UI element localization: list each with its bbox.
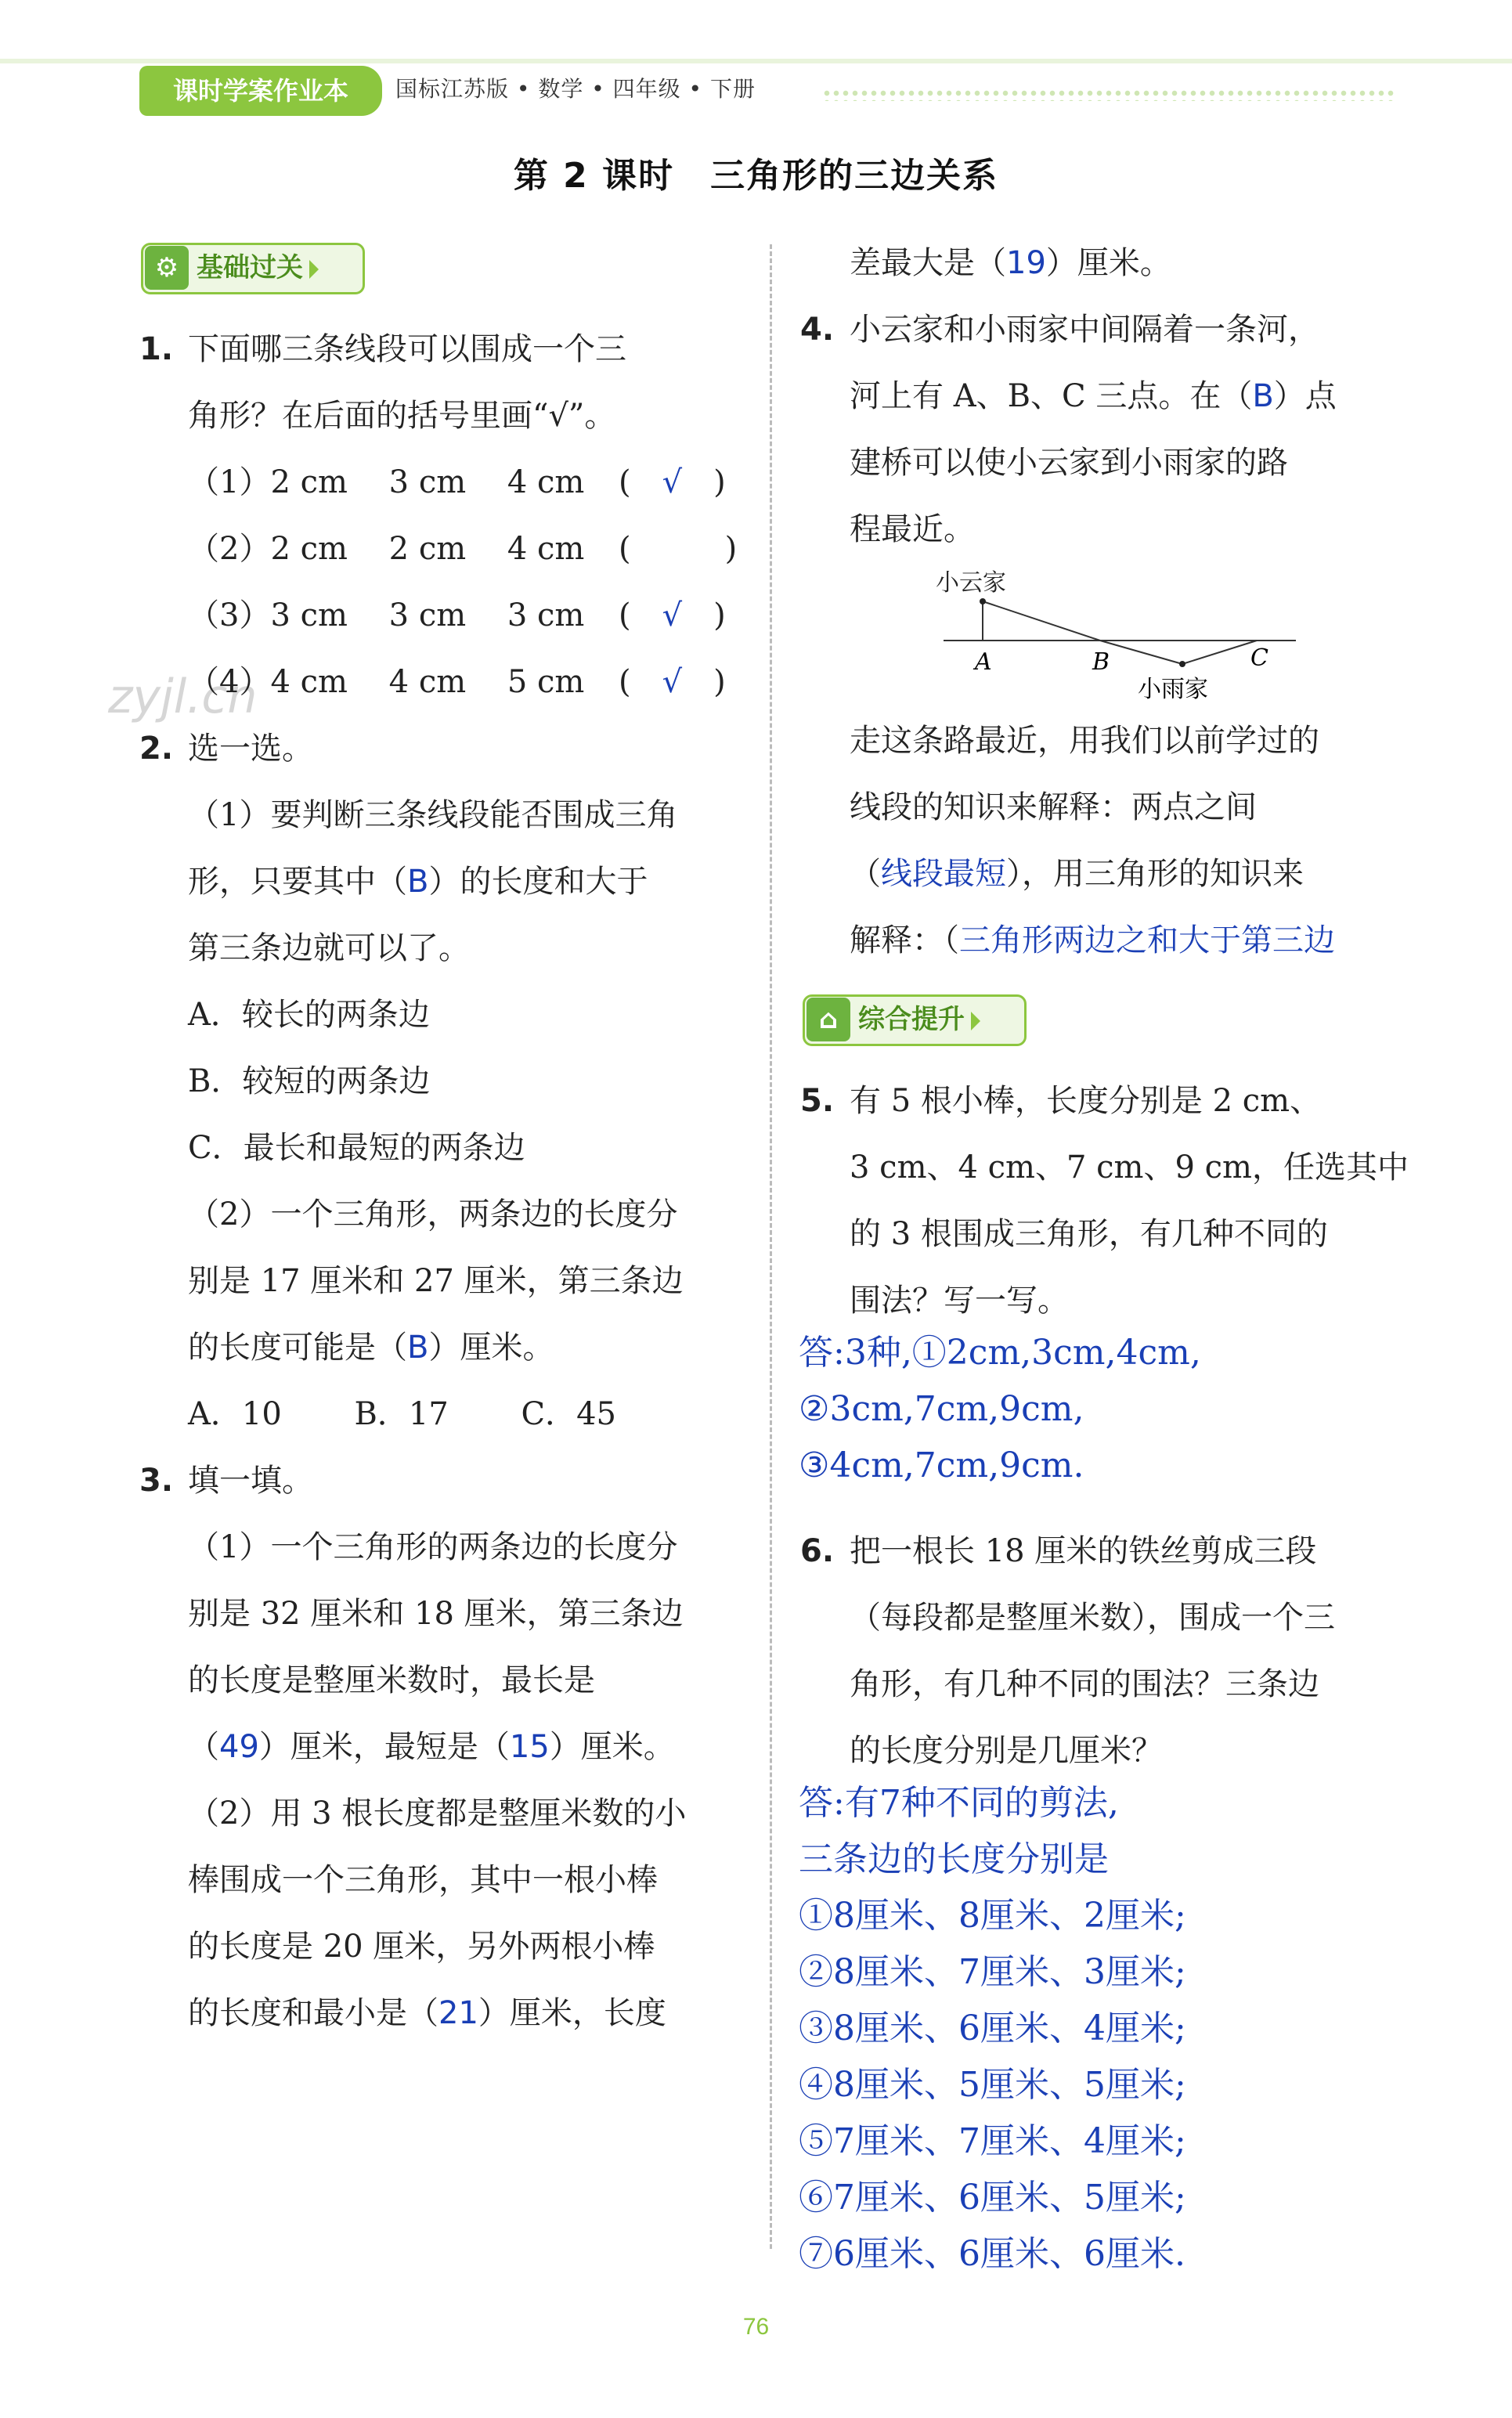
answer-bracket: ( √ ) bbox=[619, 664, 726, 700]
question-text: 河上有 A、B、C 三点。在（B）点 bbox=[850, 378, 1337, 414]
river-diagram bbox=[936, 564, 1312, 705]
handwritten-answer: ⑥7厘米、6厘米、5厘米; bbox=[799, 2178, 1186, 2218]
handwritten-answer: ③4cm,7cm,9cm. bbox=[799, 1445, 1084, 1485]
question-number: 5. bbox=[800, 1083, 835, 1119]
answer-value: 19 bbox=[1006, 245, 1046, 281]
home-b-label: 小雨家 bbox=[1138, 676, 1208, 703]
home-a-label: 小云家 bbox=[936, 569, 1006, 597]
section-badge-basic bbox=[141, 243, 365, 294]
watermark: zyjl.cn bbox=[108, 669, 258, 724]
book-subtitle: 国标江苏版 • 数学 • 四年级 • 下册 bbox=[395, 76, 756, 102]
question-number: 4. bbox=[800, 312, 835, 348]
section-label: 基础过关 bbox=[197, 252, 303, 283]
question-text: 的 3 根围成三角形，有几种不同的 bbox=[850, 1216, 1328, 1252]
question-text: 小云家和小雨家中间隔着一条河， bbox=[850, 312, 1319, 348]
handwritten-answer: ②8厘米、7厘米、3厘米; bbox=[799, 1952, 1186, 1992]
option-row: （2）2 cm 2 cm 4 cm bbox=[188, 531, 585, 567]
gear-icon: ⚙ bbox=[145, 246, 189, 290]
question-text: 的长度分别是几厘米？ bbox=[850, 1733, 1163, 1769]
question-text: （线段最短），用三角形的知识来 bbox=[850, 856, 1304, 892]
arrow-icon bbox=[309, 260, 319, 279]
choice-b: B．较短的两条边 bbox=[188, 1063, 431, 1099]
column-divider bbox=[770, 244, 772, 2249]
answer-bracket: ( ) bbox=[619, 531, 738, 567]
point-b-label: B bbox=[1092, 648, 1110, 676]
answer-value: 15 bbox=[509, 1729, 550, 1765]
handwritten-answer: 答:有7种不同的剪法, bbox=[799, 1783, 1119, 1823]
page-number: 76 bbox=[742, 2314, 770, 2340]
handwritten-answer: ⑦6厘米、6厘米、6厘米. bbox=[799, 2234, 1185, 2274]
question-text: 的长度是整厘米数时，最长是 bbox=[188, 1662, 595, 1698]
answer-value: 线段最短 bbox=[881, 856, 1006, 892]
option-row: （3）3 cm 3 cm 3 cm bbox=[188, 597, 585, 633]
question-text: 解释：（三角形两边之和大于第三边 bbox=[850, 922, 1335, 958]
question-text: （49）厘米，最短是（15）厘米。 bbox=[188, 1729, 675, 1765]
answer-value: B bbox=[407, 1330, 429, 1366]
handwritten-answer: ④8厘米、5厘米、5厘米; bbox=[799, 2065, 1186, 2105]
question-text: 把一根长 18 厘米的铁丝剪成三段 bbox=[850, 1533, 1317, 1569]
question-text: （每段都是整厘米数），围成一个三 bbox=[850, 1600, 1335, 1636]
section-label: 综合提升 bbox=[858, 1004, 965, 1035]
question-text: （2）用 3 根长度都是整厘米数的小 bbox=[188, 1795, 687, 1832]
house-icon: ⌂ bbox=[807, 998, 850, 1041]
answer-bracket: ( √ ) bbox=[619, 464, 726, 500]
path-to-b bbox=[983, 601, 1100, 641]
point-a-label: A bbox=[975, 648, 992, 676]
arrow-icon bbox=[971, 1012, 980, 1030]
choice-row: A．10 B．17 C．45 bbox=[188, 1396, 617, 1432]
home-a-point bbox=[980, 598, 986, 604]
page-title: 第 2 课时 三角形的三边关系 bbox=[513, 156, 999, 196]
header-dot-pattern bbox=[822, 88, 1394, 101]
question-text: 角形？在后面的括号里画“√”。 bbox=[188, 398, 616, 434]
option-row: （1）2 cm 3 cm 4 cm bbox=[188, 464, 585, 500]
answer-value: 49 bbox=[219, 1729, 259, 1765]
question-text: 围法？写一写。 bbox=[850, 1283, 1069, 1319]
handwritten-answer: ②3cm,7cm,9cm, bbox=[799, 1389, 1084, 1429]
question-text: 别是 32 厘米和 18 厘米，第三条边 bbox=[188, 1596, 684, 1632]
question-text: 棒围成一个三角形，其中一根小棒 bbox=[188, 1862, 658, 1898]
header-band bbox=[0, 59, 1512, 63]
answer-value: 三角形两边之和大于第三边 bbox=[959, 922, 1335, 958]
question-text: 的长度是 20 厘米，另外两根小棒 bbox=[188, 1929, 655, 1965]
question-text: （1）一个三角形的两条边的长度分 bbox=[188, 1529, 678, 1565]
choice-a: A．较长的两条边 bbox=[188, 997, 430, 1033]
handwritten-answer: ③8厘米、6厘米、4厘米; bbox=[799, 2008, 1186, 2048]
question-number: 3. bbox=[139, 1463, 174, 1499]
question-text: 角形，有几种不同的围法？三条边 bbox=[850, 1666, 1319, 1702]
question-text: 填一填。 bbox=[188, 1463, 313, 1499]
question-number: 6. bbox=[800, 1533, 835, 1569]
answer-value: B bbox=[1252, 378, 1274, 414]
handwritten-answer: ⑤7厘米、7厘米、4厘米; bbox=[799, 2121, 1186, 2161]
path-to-home-b bbox=[1100, 641, 1182, 664]
section-badge-comprehensive bbox=[803, 994, 1027, 1046]
question-text: 程最近。 bbox=[850, 511, 975, 547]
series-tag: 课时学案作业本 bbox=[139, 66, 382, 116]
question-text: 形，只要其中（B）的长度和大于 bbox=[188, 864, 648, 900]
handwritten-answer: 答:3种,①2cm,3cm,4cm, bbox=[799, 1333, 1201, 1373]
question-text: 3 cm、4 cm、7 cm、9 cm，任选其中 bbox=[850, 1149, 1409, 1186]
question-text: 选一选。 bbox=[188, 731, 313, 767]
answer-value: 21 bbox=[438, 1995, 478, 2031]
question-text: 建桥可以使小云家到小雨家的路 bbox=[850, 445, 1288, 481]
choice-c: C．最长和最短的两条边 bbox=[188, 1130, 525, 1166]
question-text: （1）要判断三条线段能否围成三角 bbox=[188, 797, 678, 833]
path-from-c bbox=[1182, 641, 1257, 664]
answer-value: B bbox=[407, 864, 429, 900]
question-text: 线段的知识来解释：两点之间 bbox=[850, 789, 1257, 825]
handwritten-answer: ①8厘米、8厘米、2厘米; bbox=[799, 1896, 1186, 1936]
handwritten-answer: 三条边的长度分别是 bbox=[799, 1839, 1109, 1879]
answer-bracket: ( √ ) bbox=[619, 597, 726, 633]
question-number: 2. bbox=[139, 731, 174, 767]
question-text: 的长度可能是（B）厘米。 bbox=[188, 1330, 554, 1366]
question-text: 差最大是（19）厘米。 bbox=[850, 245, 1171, 281]
question-text: （2）一个三角形，两条边的长度分 bbox=[188, 1196, 678, 1232]
question-number: 1. bbox=[139, 331, 174, 367]
question-text: 别是 17 厘米和 27 厘米，第三条边 bbox=[188, 1263, 684, 1299]
question-text: 下面哪三条线段可以围成一个三 bbox=[188, 331, 626, 367]
question-text: 有 5 根小棒，长度分别是 2 cm、 bbox=[850, 1083, 1322, 1119]
option-row: （4）4 cm 4 cm 5 cm bbox=[188, 664, 585, 700]
question-text: 的长度和最小是（21）厘米，长度 bbox=[188, 1995, 666, 2031]
question-text: 走这条路最近，用我们以前学过的 bbox=[850, 723, 1319, 759]
point-c-label: C bbox=[1250, 644, 1268, 672]
question-text: 第三条边就可以了。 bbox=[188, 930, 470, 966]
home-b-point bbox=[1179, 661, 1185, 667]
